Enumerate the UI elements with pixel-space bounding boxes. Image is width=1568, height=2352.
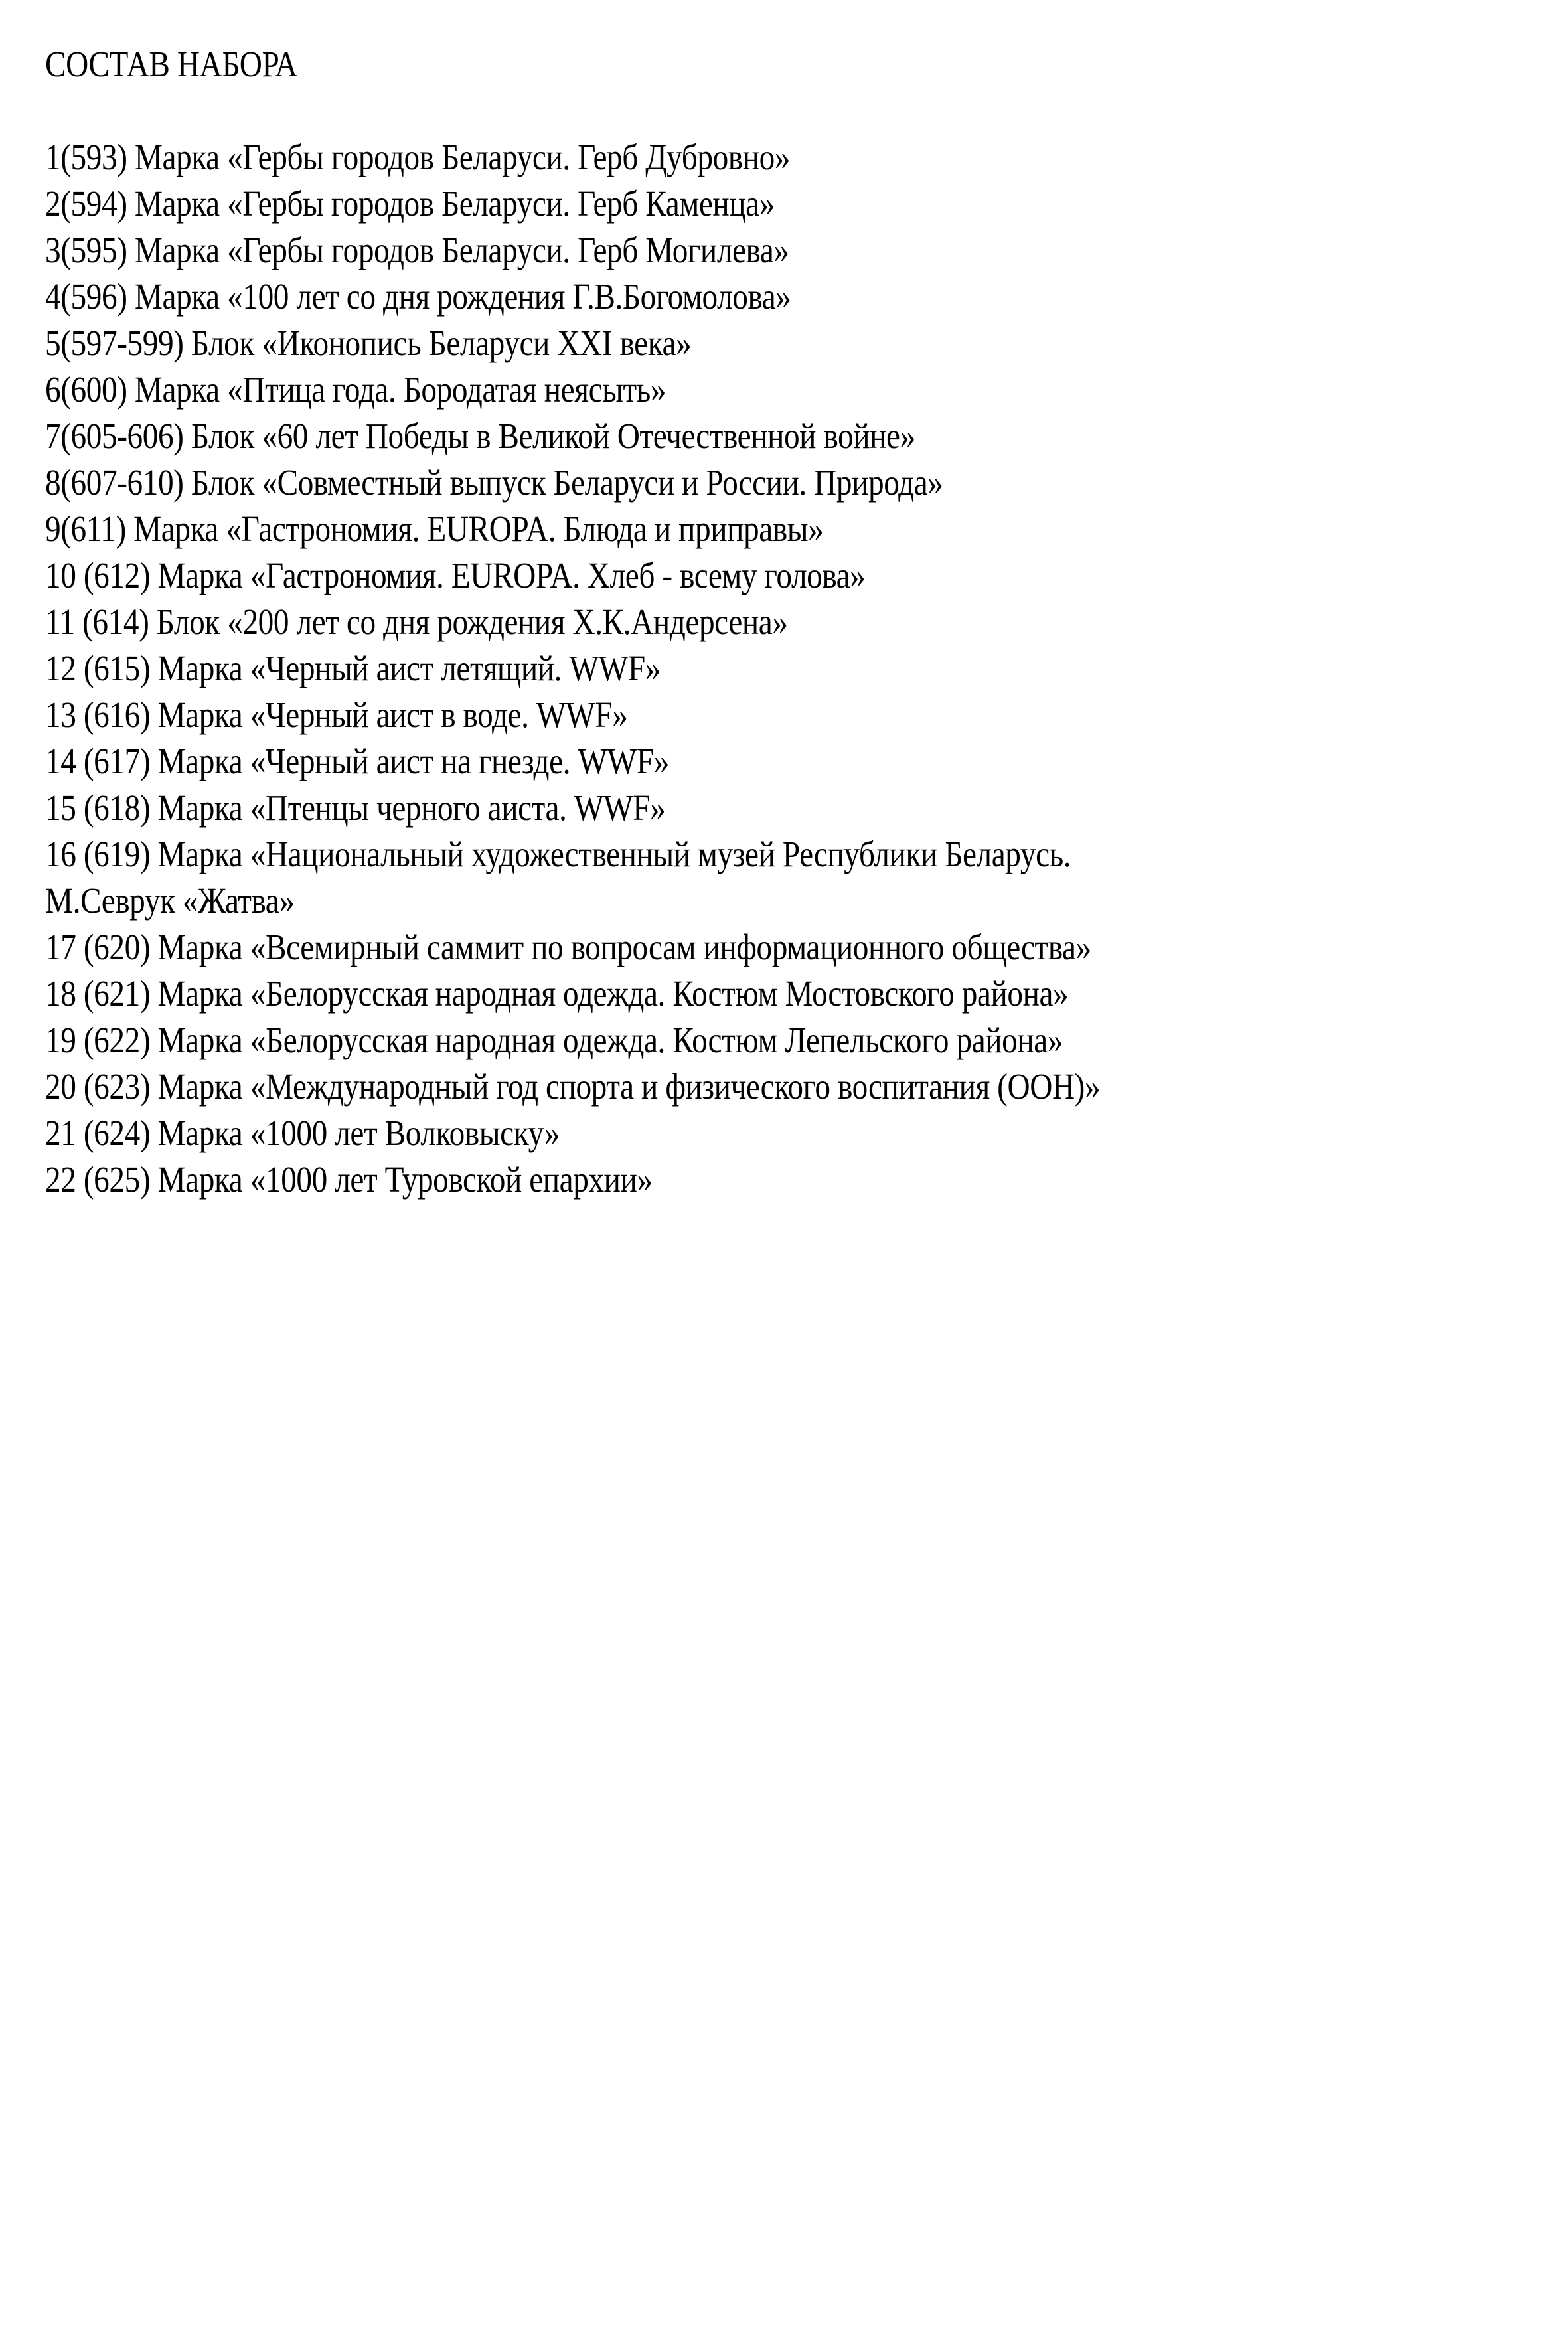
separator xyxy=(254,416,262,456)
catalog-number: (611) xyxy=(60,509,126,549)
separator xyxy=(76,973,83,1014)
item-number: 5 xyxy=(45,323,61,363)
separator xyxy=(220,183,227,224)
separator xyxy=(149,601,156,642)
item-number: 2 xyxy=(45,183,61,224)
catalog-number: (615) xyxy=(83,648,151,688)
item-title: «Гербы городов Беларуси. Герб Могилева» xyxy=(227,230,789,270)
list-item xyxy=(45,274,1532,320)
separator xyxy=(127,230,135,270)
item-number: 19 xyxy=(45,1020,76,1060)
separator xyxy=(150,927,157,967)
list-item-line xyxy=(45,831,1324,878)
list-item xyxy=(45,552,1532,599)
separator xyxy=(76,1066,83,1107)
item-kind: Марка xyxy=(134,276,220,317)
list-item xyxy=(45,971,1532,1017)
separator xyxy=(184,462,191,503)
separator xyxy=(150,1159,157,1200)
list-item-line xyxy=(45,785,1324,831)
list-item xyxy=(45,227,1532,274)
catalog-number: (612) xyxy=(83,555,151,595)
separator xyxy=(184,416,191,456)
separator xyxy=(242,694,250,735)
catalog-number: (617) xyxy=(83,741,151,781)
item-kind: Марка xyxy=(157,1066,243,1107)
separator xyxy=(76,834,83,874)
list-item-line xyxy=(45,1017,1324,1063)
item-number: 14 xyxy=(45,741,76,781)
item-number: 13 xyxy=(45,694,76,735)
list-item xyxy=(45,366,1532,413)
item-title: «Гербы городов Беларуси. Герб Дубровно» xyxy=(227,137,791,177)
item-number: 1 xyxy=(45,137,61,177)
separator xyxy=(242,787,250,828)
list-item-line xyxy=(45,366,1324,413)
item-title: «Гастрономия. EUROPA. Хлеб - всему голова» xyxy=(250,555,866,595)
separator xyxy=(242,1020,250,1060)
separator xyxy=(150,1113,157,1153)
item-kind: Марка xyxy=(157,787,243,828)
catalog-number: (622) xyxy=(83,1020,151,1060)
item-number: 9 xyxy=(45,509,61,549)
item-number: 21 xyxy=(45,1113,76,1153)
catalog-number: (616) xyxy=(83,694,151,735)
catalog-number: (594) xyxy=(60,183,127,224)
item-title: «200 лет со дня рождения Х.К.Андерсена» xyxy=(227,601,788,642)
item-title: «60 лет Победы в Великой Отечественной войне» xyxy=(262,416,915,456)
separator xyxy=(242,741,250,781)
separator xyxy=(150,555,157,595)
separator xyxy=(220,230,227,270)
set-contents-list xyxy=(45,134,1532,1203)
separator xyxy=(127,369,135,410)
item-title: «Совместный выпуск Беларуси и России. Природа» xyxy=(262,462,943,503)
list-item xyxy=(45,134,1532,181)
catalog-number: (624) xyxy=(83,1113,151,1153)
item-title-continuation: М.Севрук «Жатва» xyxy=(45,880,295,921)
document-title: СОСТАВ НАБОРА xyxy=(45,44,298,84)
separator xyxy=(150,741,157,781)
item-number: 7 xyxy=(45,416,61,456)
list-item-line xyxy=(45,320,1324,366)
item-number: 16 xyxy=(45,834,76,874)
list-item-line xyxy=(45,645,1324,692)
catalog-number: (614) xyxy=(82,601,149,642)
separator xyxy=(254,323,262,363)
item-kind: Марка xyxy=(134,183,220,224)
separator xyxy=(150,787,157,828)
separator xyxy=(127,183,135,224)
separator xyxy=(218,509,226,549)
list-item xyxy=(45,459,1532,506)
separator xyxy=(242,1159,250,1200)
item-kind: Марка xyxy=(157,927,243,967)
item-number: 18 xyxy=(45,973,76,1014)
catalog-number: (620) xyxy=(83,927,151,967)
list-item xyxy=(45,924,1532,971)
catalog-number: (600) xyxy=(60,369,127,410)
item-kind: Блок xyxy=(191,416,254,456)
catalog-number: (618) xyxy=(83,787,151,828)
item-kind: Марка xyxy=(134,369,220,410)
item-title: «Черный аист на гнезде. WWF» xyxy=(250,741,669,781)
list-item-line xyxy=(45,924,1324,971)
separator xyxy=(242,973,250,1014)
item-kind: Марка xyxy=(157,834,243,874)
catalog-number: (593) xyxy=(60,137,127,177)
catalog-number: (619) xyxy=(83,834,151,874)
catalog-number: (621) xyxy=(83,973,151,1014)
catalog-number: (625) xyxy=(83,1159,151,1200)
separator xyxy=(76,648,83,688)
separator xyxy=(150,648,157,688)
item-title: «1000 лет Туровской епархии» xyxy=(250,1159,653,1200)
item-number: 3 xyxy=(45,230,61,270)
list-item xyxy=(45,785,1532,831)
item-kind: Марка xyxy=(157,648,243,688)
item-title: «Международный год спорта и физического воспитания (ООН)» xyxy=(250,1066,1101,1107)
item-title: «100 лет со дня рождения Г.В.Богомолова» xyxy=(227,276,791,317)
list-item xyxy=(45,645,1532,692)
separator xyxy=(150,973,157,1014)
item-kind: Блок xyxy=(191,462,254,503)
item-title: «Птенцы черного аиста. WWF» xyxy=(250,787,666,828)
item-kind: Марка xyxy=(157,555,243,595)
item-title: «Всемирный саммит по вопросам информационного общества» xyxy=(250,927,1091,967)
item-title: «Национальный художественный музей Республики Беларусь. xyxy=(250,834,1071,874)
separator xyxy=(254,462,262,503)
separator xyxy=(75,601,82,642)
separator xyxy=(76,555,83,595)
item-title: «Черный аист летящий. WWF» xyxy=(250,648,661,688)
catalog-number: (623) xyxy=(83,1066,151,1107)
separator xyxy=(76,927,83,967)
list-item-line xyxy=(45,274,1324,320)
separator xyxy=(220,137,227,177)
separator xyxy=(76,1159,83,1200)
item-kind: Марка xyxy=(157,1113,243,1153)
item-kind: Марка xyxy=(157,1020,243,1060)
list-item xyxy=(45,320,1532,366)
separator xyxy=(127,276,135,317)
item-kind: Марка xyxy=(157,973,243,1014)
separator xyxy=(76,741,83,781)
separator xyxy=(242,648,250,688)
separator xyxy=(184,323,191,363)
list-item xyxy=(45,599,1532,645)
list-item xyxy=(45,1110,1532,1156)
item-title: «Гастрономия. EUROPA. Блюда и приправы» xyxy=(226,509,824,549)
item-number: 15 xyxy=(45,787,76,828)
list-item-line xyxy=(45,134,1324,181)
item-kind: Марка xyxy=(157,694,243,735)
item-title: «Черный аист в воде. WWF» xyxy=(250,694,628,735)
list-item xyxy=(45,413,1532,459)
list-item-line xyxy=(45,1156,1324,1203)
separator xyxy=(76,787,83,828)
item-title: «Гербы городов Беларуси. Герб Каменца» xyxy=(227,183,775,224)
separator xyxy=(150,1066,157,1107)
list-item-line xyxy=(45,599,1324,645)
separator xyxy=(242,1113,250,1153)
separator xyxy=(127,137,135,177)
item-number: 12 xyxy=(45,648,76,688)
list-item-line xyxy=(45,459,1324,506)
catalog-number: (597-599) xyxy=(60,323,184,363)
list-item xyxy=(45,1156,1532,1203)
separator xyxy=(76,1113,83,1153)
separator xyxy=(242,555,250,595)
list-item-line xyxy=(45,738,1324,785)
list-item-line xyxy=(45,1063,1324,1110)
list-item xyxy=(45,1063,1532,1110)
list-item xyxy=(45,181,1532,227)
item-number: 4 xyxy=(45,276,61,317)
item-title: «Белорусская народная одежда. Костюм Лепельского района» xyxy=(250,1020,1063,1060)
item-number: 6 xyxy=(45,369,61,410)
list-item-line xyxy=(45,692,1324,738)
item-title: «1000 лет Волковыску» xyxy=(250,1113,560,1153)
list-item-line xyxy=(45,181,1324,227)
catalog-number: (595) xyxy=(60,230,127,270)
list-item-line xyxy=(45,552,1324,599)
item-title: «Птица года. Бородатая неясыть» xyxy=(227,369,666,410)
separator xyxy=(242,927,250,967)
separator xyxy=(220,601,227,642)
item-title: «Иконопись Беларуси XXI века» xyxy=(262,323,692,363)
separator xyxy=(242,1066,250,1107)
list-item-line xyxy=(45,227,1324,274)
separator xyxy=(126,509,133,549)
item-kind: Марка xyxy=(157,741,243,781)
list-item-line xyxy=(45,413,1324,459)
item-kind: Марка xyxy=(134,137,220,177)
separator xyxy=(220,369,227,410)
separator xyxy=(76,694,83,735)
separator xyxy=(150,1020,157,1060)
list-item xyxy=(45,506,1532,552)
item-kind: Марка xyxy=(134,230,220,270)
list-item xyxy=(45,738,1532,785)
item-number: 8 xyxy=(45,462,61,503)
separator xyxy=(242,834,250,874)
item-number: 20 xyxy=(45,1066,76,1107)
item-kind: Марка xyxy=(133,509,218,549)
list-item xyxy=(45,1017,1532,1063)
item-number: 17 xyxy=(45,927,76,967)
separator xyxy=(150,694,157,735)
catalog-number: (596) xyxy=(60,276,127,317)
list-item xyxy=(45,692,1532,738)
item-number: 11 xyxy=(45,601,75,642)
item-number: 22 xyxy=(45,1159,76,1200)
catalog-number: (605-606) xyxy=(60,416,184,456)
catalog-number: (607-610) xyxy=(60,462,184,503)
item-kind: Марка xyxy=(157,1159,243,1200)
separator xyxy=(76,1020,83,1060)
item-number: 10 xyxy=(45,555,76,595)
item-title: «Белорусская народная одежда. Костюм Мостовского района» xyxy=(250,973,1069,1014)
list-item xyxy=(45,831,1532,924)
separator xyxy=(150,834,157,874)
item-kind: Блок xyxy=(191,323,254,363)
list-item-line xyxy=(45,506,1324,552)
document-page xyxy=(45,41,1532,1203)
list-item-line xyxy=(45,971,1324,1017)
item-kind: Блок xyxy=(156,601,220,642)
list-item-line xyxy=(45,1110,1324,1156)
separator xyxy=(220,276,227,317)
